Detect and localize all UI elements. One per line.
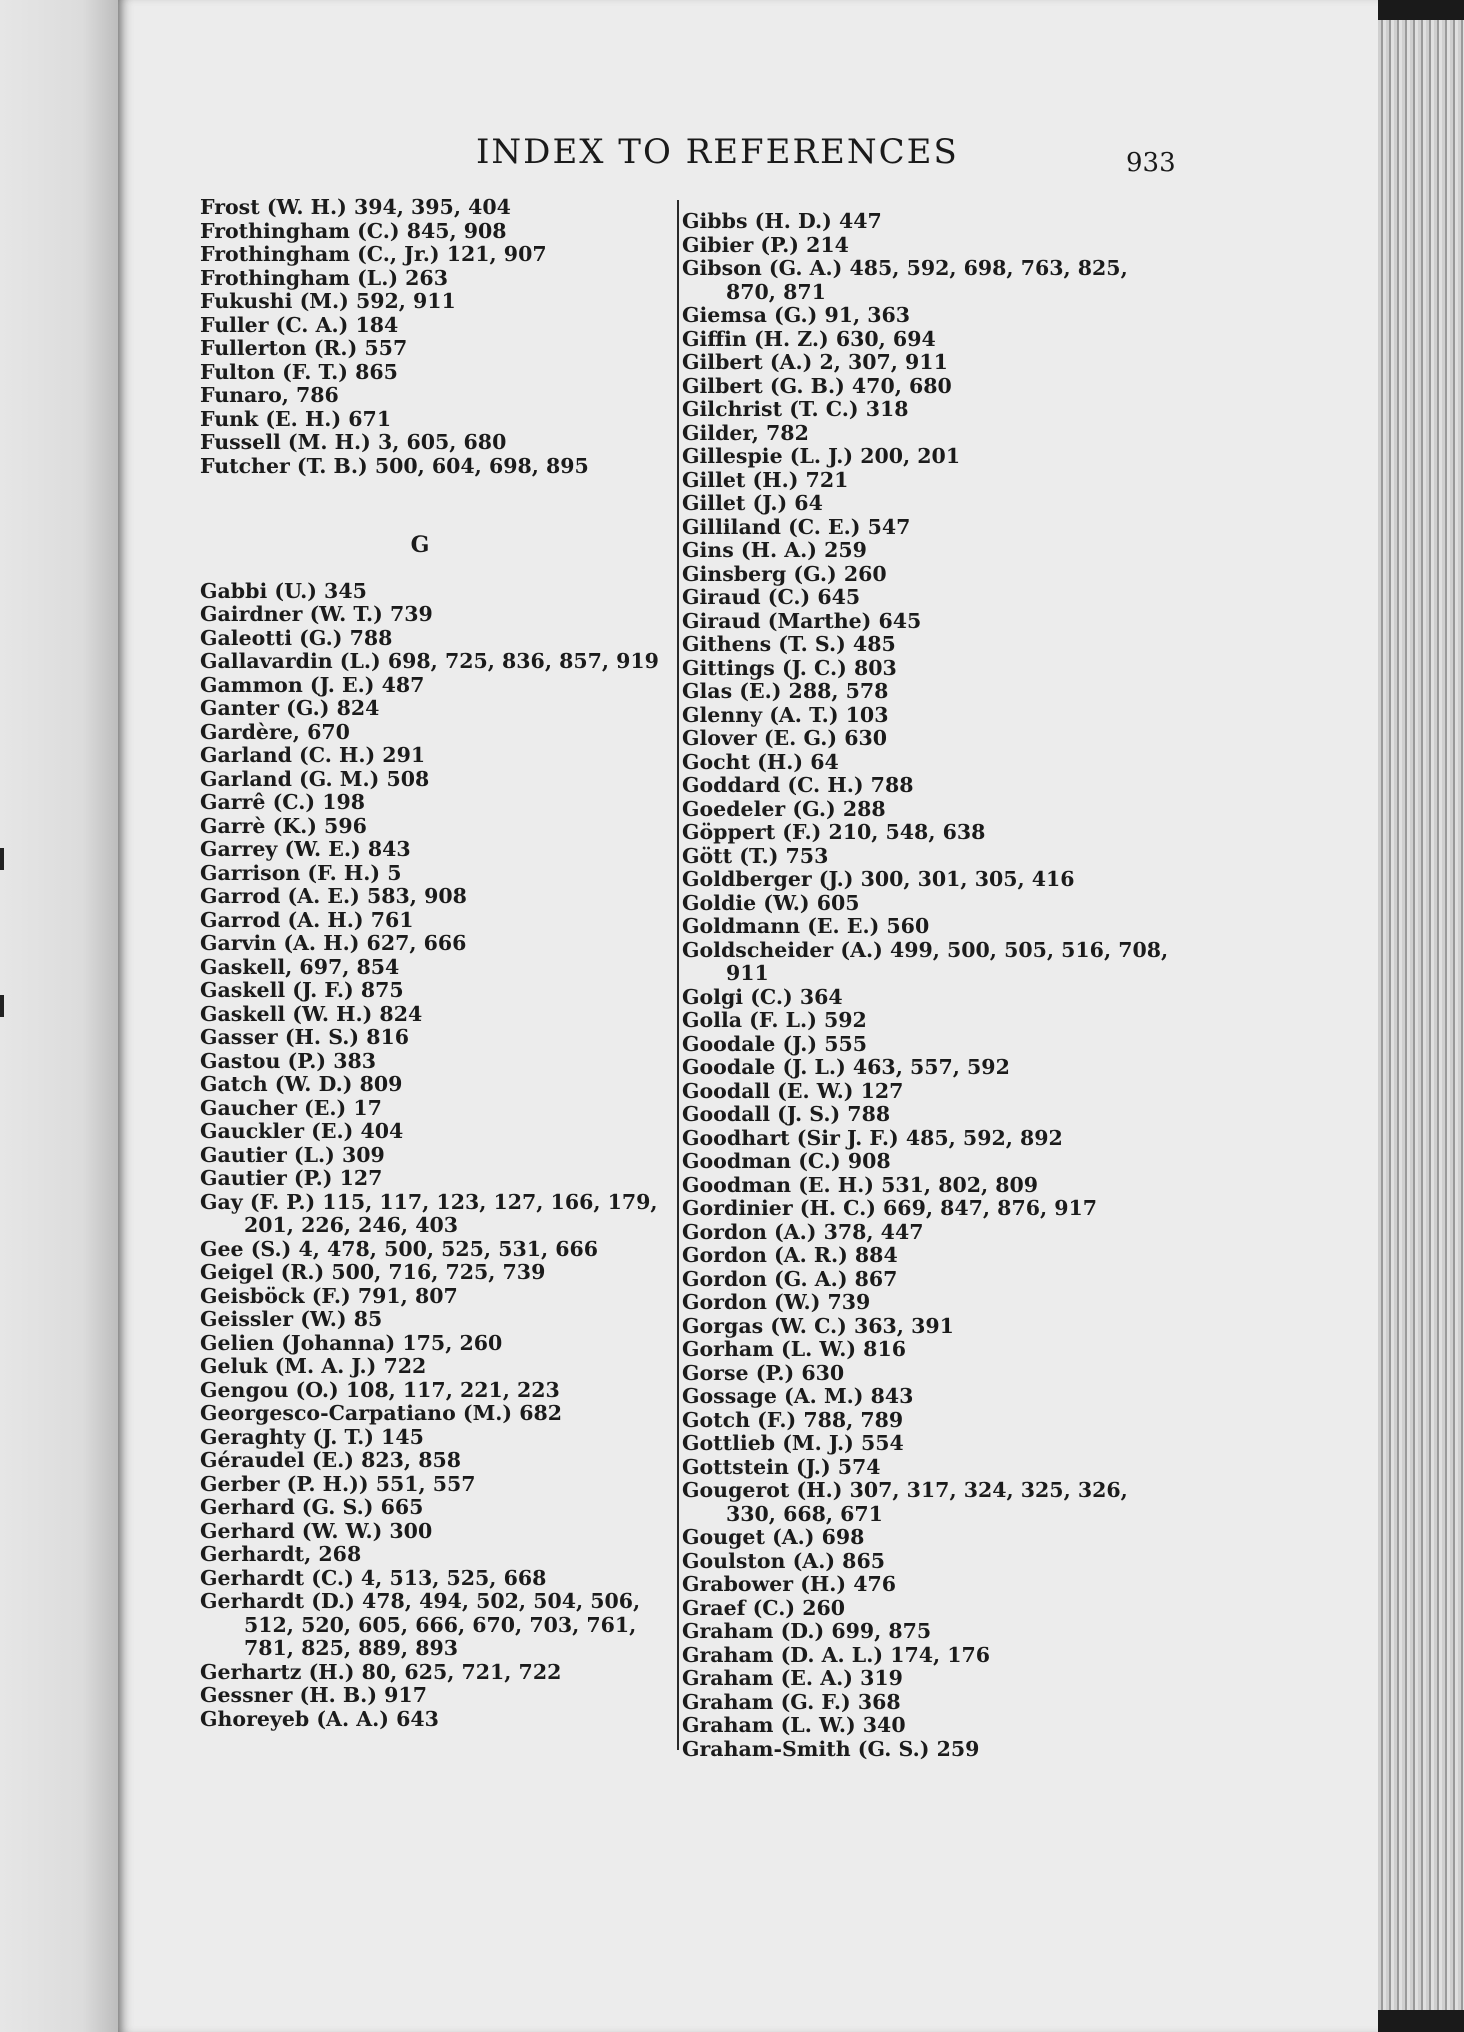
index-entry: Gerhardt, 268 [200, 1542, 362, 1566]
index-column-right [682, 210, 1182, 1761]
index-entry: Gillet (J.) 64 [682, 491, 823, 515]
index-entry: Glenny (A. T.) 103 [682, 702, 889, 727]
column-divider [677, 200, 679, 1750]
index-entry: Garland (G. M.) 508 [200, 766, 430, 791]
index-entry: Gairdner (W. T.) 739 [200, 602, 433, 626]
index-entry: Geissler (W.) 85 [200, 1307, 383, 1331]
index-entry: Garvin (A. H.) 627, 666 [200, 931, 467, 955]
index-entry: Gordon (W.) 739 [682, 1290, 871, 1314]
index-entry: Garrê (C.) 198 [200, 790, 365, 814]
index-entry: Goldie (W.) 605 [682, 890, 860, 915]
index-entry: Garrod (A. E.) 583, 908 [200, 884, 467, 908]
index-entry: Gilliland (C. E.) 547 [682, 514, 911, 539]
index-entry: Goldberger (J.) 300, 301, 305, 416 [682, 867, 1075, 891]
index-entry: Gordon (A. R.) 884 [682, 1243, 898, 1267]
index-entry: Gibier (P.) 214 [682, 232, 849, 257]
index-entry: Gibson (G. A.) 485, 592, 698, 763, 825, 870, 871 [682, 256, 1128, 304]
index-entry: Graham (D. A. L.) 174, 176 [682, 1642, 991, 1667]
entry-list-f [200, 196, 670, 478]
page-title: INDEX TO REFERENCES [476, 132, 959, 172]
index-entry: Gossage (A. M.) 843 [682, 1384, 914, 1408]
index-entry: Funk (E. H.) 671 [200, 406, 392, 431]
index-entry: Gaskell (J. F.) 875 [200, 978, 404, 1002]
index-entry: Golla (F. L.) 592 [682, 1008, 867, 1032]
index-entry: Frothingham (C.) 845, 908 [200, 218, 507, 243]
index-entry: Gorham (L. W.) 816 [682, 1337, 906, 1361]
index-entry: Gins (H. A.) 259 [682, 538, 867, 562]
index-entry: Gerhard (G. S.) 665 [200, 1495, 424, 1519]
index-entry: Fulton (F. T.) 865 [200, 359, 398, 384]
index-entry: Gougerot (H.) 307, 317, 324, 325, 326, 330, 668, 671 [682, 1478, 1128, 1526]
index-entry: Georgesco-Carpatiano (M.) 682 [200, 1401, 563, 1425]
index-entry: Gerber (P. H.)) 551, 557 [200, 1471, 476, 1496]
index-entry: Garrison (F. H.) 5 [200, 860, 402, 885]
section-letter: G [410, 532, 430, 558]
index-entry: Goodman (C.) 908 [682, 1149, 891, 1173]
index-entry: Gibbs (H. D.) 447 [682, 209, 882, 233]
index-entry: Fullerton (R.) 557 [200, 336, 408, 360]
index-entry: Gordon (A.) 378, 447 [682, 1219, 924, 1244]
index-entry: Frost (W. H.) 394, 395, 404 [200, 195, 511, 219]
index-entry: Gouget (A.) 698 [682, 1525, 865, 1549]
index-entry: Gilchrist (T. C.) 318 [682, 397, 909, 421]
page-stack-edge [1378, 20, 1464, 2010]
index-entry: Göppert (F.) 210, 548, 638 [682, 820, 986, 844]
index-entry: Funaro, 786 [200, 383, 339, 407]
index-entry: Ghoreyeb (A. A.) 643 [200, 1706, 439, 1731]
index-entry: Ganter (G.) 824 [200, 696, 380, 720]
index-entry: Gengou (O.) 108, 117, 221, 223 [200, 1377, 560, 1402]
index-entry: Gauckler (E.) 404 [200, 1119, 404, 1143]
index-entry: Gerhardt (D.) 478, 494, 502, 504, 506, 512, 520, 605, 666, 670, 703, 761, 781, 825, 889, 893 [200, 1589, 641, 1660]
index-entry: Giraud (C.) 645 [682, 585, 861, 609]
index-entry: Githens (T. S.) 485 [682, 632, 896, 656]
index-entry: Gay (F. P.) 115, 117, 123, 127, 166, 179, 201, 226, 246, 403 [200, 1189, 658, 1237]
index-entry: Gorse (P.) 630 [682, 1360, 845, 1385]
index-entry: Glas (E.) 288, 578 [682, 679, 889, 703]
index-entry: Goodall (E. W.) 127 [682, 1078, 904, 1103]
index-entry: Gillespie (L. J.) 200, 201 [682, 444, 961, 468]
index-entry: Gatch (W. D.) 809 [200, 1072, 403, 1096]
entry-list-right [682, 210, 1182, 1761]
index-entry: Graham (D.) 699, 875 [682, 1619, 932, 1643]
index-entry: Gessner (H. B.) 917 [200, 1683, 427, 1707]
index-entry: Galeotti (G.) 788 [200, 625, 393, 650]
index-entry: Giffin (H. Z.) 630, 694 [682, 326, 936, 351]
index-entry: Gilbert (G. B.) 470, 680 [682, 373, 952, 398]
index-entry: Gottstein (J.) 574 [682, 1454, 881, 1479]
index-entry: Goedeler (G.) 288 [682, 796, 886, 821]
index-entry: Ginsberg (G.) 260 [682, 561, 887, 586]
index-entry: Garland (C. H.) 291 [200, 743, 426, 767]
index-entry: Geigel (R.) 500, 716, 725, 739 [200, 1260, 546, 1284]
index-entry: Gaskell, 697, 854 [200, 954, 400, 979]
index-entry: Gardère, 670 [200, 719, 350, 744]
index-entry: Gorgas (W. C.) 363, 391 [682, 1313, 954, 1338]
index-entry: Garrè (K.) 596 [200, 813, 367, 838]
index-entry: Graef (C.) 260 [682, 1595, 846, 1620]
index-entry: Graham (L. W.) 340 [682, 1713, 906, 1737]
page-number: 933 [1126, 148, 1176, 178]
index-column-left [200, 196, 670, 1731]
index-entry: Goodhart (Sir J. F.) 485, 592, 892 [682, 1125, 1063, 1150]
index-entry: Goodale (J. L.) 463, 557, 592 [682, 1055, 1010, 1079]
index-entry: Goodall (J. S.) 788 [682, 1102, 891, 1126]
index-entry: Gocht (H.) 64 [682, 749, 839, 774]
index-entry: Goddard (C. H.) 788 [682, 773, 914, 797]
index-entry: Geraghty (J. T.) 145 [200, 1424, 424, 1449]
index-entry: Grabower (H.) 476 [682, 1572, 897, 1596]
index-entry: Gastou (P.) 383 [200, 1048, 377, 1073]
index-entry: Garrod (A. H.) 761 [200, 907, 414, 932]
index-entry: Goldmann (E. E.) 560 [682, 914, 930, 938]
index-entry: Frothingham (L.) 263 [200, 265, 448, 290]
index-entry: Fukushi (M.) 592, 911 [200, 289, 456, 313]
index-entry: Geisböck (F.) 791, 807 [200, 1283, 458, 1308]
index-entry: Gaucher (E.) 17 [200, 1095, 382, 1120]
index-entry: Gautier (L.) 309 [200, 1142, 385, 1167]
index-entry: Graham-Smith (G. S.) 259 [682, 1736, 980, 1761]
index-entry: Gilbert (A.) 2, 307, 911 [682, 350, 948, 374]
index-entry: Gaskell (W. H.) 824 [200, 1001, 423, 1026]
index-entry: Graham (G. F.) 368 [682, 1689, 901, 1714]
index-entry: Goodman (E. H.) 531, 802, 809 [682, 1172, 1039, 1197]
index-entry: Frothingham (C., Jr.) 121, 907 [200, 242, 547, 266]
margin-mark [0, 848, 4, 870]
index-entry: Giemsa (G.) 91, 363 [682, 303, 911, 327]
index-entry: Goodale (J.) 555 [682, 1031, 868, 1056]
index-entry: Giraud (Marthe) 645 [682, 608, 922, 633]
index-entry: Gee (S.) 4, 478, 500, 525, 531, 666 [200, 1236, 599, 1261]
previous-page-edge [0, 0, 118, 2032]
margin-mark [0, 995, 4, 1017]
index-entry: Graham (E. A.) 319 [682, 1666, 903, 1690]
index-entry: Gabbi (U.) 345 [200, 578, 367, 603]
entry-list-g [200, 580, 670, 1732]
index-entry: Golgi (C.) 364 [682, 984, 843, 1009]
index-entry: Goulston (A.) 865 [682, 1548, 885, 1573]
index-entry: Gottlieb (M. J.) 554 [682, 1431, 904, 1455]
index-entry: Gelien (Johanna) 175, 260 [200, 1330, 503, 1355]
index-entry: Gasser (H. S.) 816 [200, 1025, 410, 1049]
index-entry: Gittings (J. C.) 803 [682, 655, 897, 680]
index-entry: Gordon (G. A.) 867 [682, 1266, 898, 1291]
index-entry: Gautier (P.) 127 [200, 1166, 383, 1190]
index-entry: Géraudel (E.) 823, 858 [200, 1448, 461, 1472]
index-entry: Gerhartz (H.) 80, 625, 721, 722 [200, 1659, 562, 1684]
index-entry: Gammon (J. E.) 487 [200, 672, 425, 697]
index-entry: Gilder, 782 [682, 420, 809, 445]
index-entry: Gallavardin (L.) 698, 725, 836, 857, 919 [200, 649, 659, 673]
index-entry: Gotch (F.) 788, 789 [682, 1407, 904, 1432]
index-entry: Gillet (H.) 721 [682, 467, 849, 492]
index-entry: Geluk (M. A. J.) 722 [200, 1354, 427, 1378]
index-entry: Fuller (C. A.) 184 [200, 312, 399, 337]
index-entry: Gött (T.) 753 [682, 843, 829, 868]
index-entry: Futcher (T. B.) 500, 604, 698, 895 [200, 453, 589, 478]
index-entry: Gerhard (W. W.) 300 [200, 1518, 433, 1543]
index-entry: Gordinier (H. C.) 669, 847, 876, 917 [682, 1196, 1098, 1220]
index-entry: Gerhardt (C.) 4, 513, 525, 668 [200, 1565, 547, 1590]
index-entry: Garrey (W. E.) 843 [200, 837, 411, 861]
index-entry: Glover (E. G.) 630 [682, 726, 887, 750]
index-entry: Fussell (M. H.) 3, 605, 680 [200, 430, 507, 454]
index-entry: Goldscheider (A.) 499, 500, 505, 516, 708, 911 [682, 937, 1169, 985]
